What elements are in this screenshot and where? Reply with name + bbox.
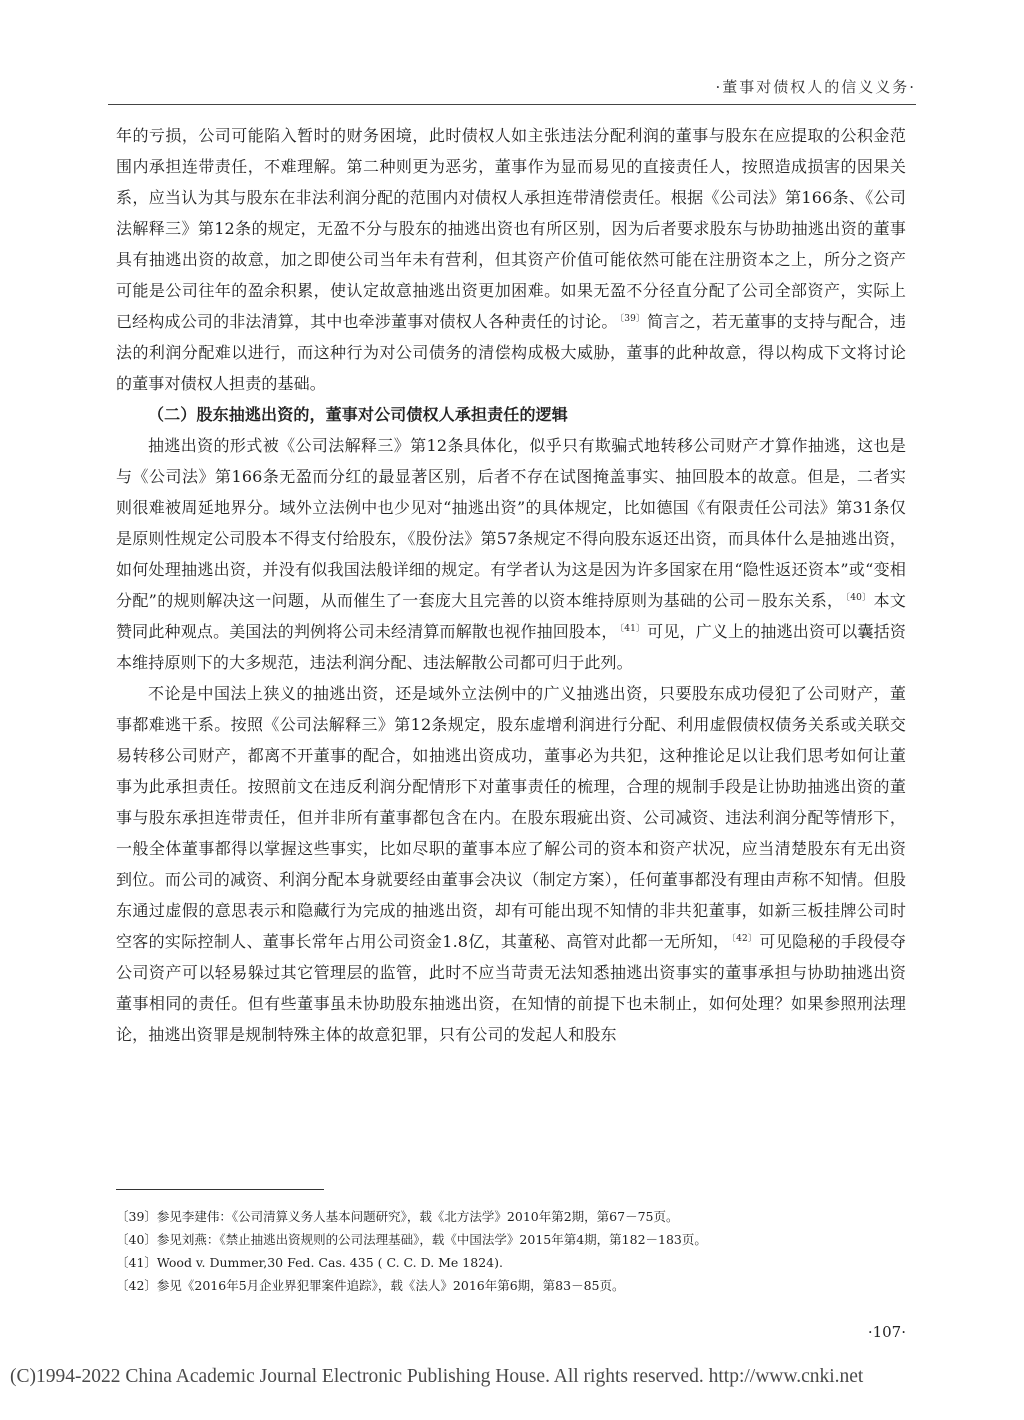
paragraph-text: 年的亏损，公司可能陷入暂时的财务困境，此时债权人如主张违法分配利润的董事与股东在应提取的公积金范围内承担连带责任，不难理解。第二种则更为恶劣，董事作为显而易见的直接责任人，按照造成损害的因果关系，应当认为其与股东在非法利润分配的范围内对债权人承担连带清偿责任。根据《公司法》第166条、《公司法解释三》第12条的规定，无盈不分与股东的抽逃出资也有所区别，因为后者要求股东与协助抽逃出资的董事具有抽逃出资的故意，加之即使公司当年未有营利，但其资产价值可能依然可能在注册资本之上，所分之资产可能是公司往年的盈余积累，使认定故意抽逃出资更加困难。如果无盈不分径直分配了公司全部资产，实际上已经构成公司的非法清算，其中也牵涉董事对债权人各种责任的讨论。: [116, 126, 906, 331]
body-paragraph: [116, 120, 906, 399]
footnote-item: 〔42〕参见《2016年5月企业界犯罪案件追踪》，载《法人》2016年第6期，第83－85页。: [116, 1278, 625, 1293]
paragraph-text: 抽逃出资的形式被《公司法解释三》第12条具体化，似乎只有欺骗式地转移公司财产才算作抽逃，这也是与《公司法》第166条无盈而分红的最显著区别，后者不存在试图掩盖事实、抽回股本的故意。但是，二者实则很难被周延地界分。域外立法例中也少见对“抽逃出资”的具体规定，比如德国《有限责任公司法》第31条仅是原则性规定公司股本不得支付给股东，《股份法》第57条规定不得向股东返还出资，而具体什么是抽逃出资，如何处理抽逃出资，并没有似我国法般详细的规定。有学者认为这是因为许多国家在用“隐性返还资本”或“变相分配”的规则解决这一问题，从而催生了一套庞大且完善的以资本维持原则为基础的公司－股东关系，: [116, 436, 906, 610]
paragraph-text: 可见隐秘的手段侵夺公司资产可以轻易躲过其它管理层的监管，此时不应当苛责无法知悉抽逃出资事实的董事承担与协助抽逃出资董事相同的责任。但有些董事虽未协助股东抽逃出资，在知情的前提下也未制止，如何处理？如果参照刑法理论，抽逃出资罪是规制特殊主体的故意犯罪，只有公司的发起人和股东: [116, 932, 906, 1044]
body-paragraph: [116, 430, 906, 678]
page-number: ·107·: [867, 1323, 906, 1341]
footnote-divider: [116, 1189, 324, 1190]
footnote-reference[interactable]: 〔41〕: [619, 624, 646, 634]
section-heading: （二）股东抽逃出资的，董事对公司债权人承担责任的逻辑: [148, 405, 568, 424]
paragraph-text: 可见，广义上的抽逃出资可以囊括资本维持原则下的大多规范，违法利润分配、违法解散公司都可归于此列。: [116, 622, 906, 672]
article-body: [116, 120, 906, 1050]
footnote-item: 〔41〕Wood v. Dummer,30 Fed. Cas. 435 ( C. C. D. Me 1824).: [116, 1255, 503, 1270]
footnote-reference[interactable]: 〔42〕: [731, 934, 758, 944]
footnotes: [116, 1205, 906, 1297]
body-paragraph: [116, 678, 906, 1050]
footnote-reference[interactable]: 〔40〕: [845, 593, 872, 603]
footnote-item: 〔39〕参见李建伟：《公司清算义务人基本问题研究》，载《北方法学》2010年第2期，第67－75页。: [116, 1209, 679, 1224]
footnote-item: 〔40〕参见刘燕：《禁止抽逃出资规则的公司法理基础》，载《中国法学》2015年第4期，第182－183页。: [116, 1232, 707, 1247]
footnote-reference[interactable]: 〔39〕: [619, 314, 646, 324]
running-head: ·董事对债权人的信义义务·: [715, 78, 916, 96]
paragraph-text: 简言之，若无董事的支持与配合，违法的利润分配难以进行，而这种行为对公司债务的清偿构成极大威胁，董事的此种故意，得以构成下文将讨论的董事对债权人担责的基础。: [116, 312, 906, 393]
copyright-notice: (C)1994-2022 China Academic Journal Electronic Publishing House. All rights reserved. http://www.cnki.net: [10, 1366, 864, 1387]
paragraph-text: 本文赞同此种观点。美国法的判例将公司未经清算而解散也视作抽回股本，: [116, 591, 906, 641]
header-divider: [108, 104, 916, 105]
paragraph-text: 不论是中国法上狭义的抽逃出资，还是域外立法例中的广义抽逃出资，只要股东成功侵犯了公司财产，董事都难逃干系。按照《公司法解释三》第12条规定，股东虚增利润进行分配、利用虚假债权债务关系或关联交易转移公司财产，都离不开董事的配合，如抽逃出资成功，董事必为共犯，这种推论足以让我们思考如何让董事为此承担责任。按照前文在违反利润分配情形下对董事责任的梳理，合理的规制手段是让协助抽逃出资的董事与股东承担连带责任，但并非所有董事都包含在内。在股东瑕疵出资、公司减资、违法利润分配等情形下，一般全体董事都得以掌握这些事实，比如尽职的董事本应了解公司的资本和资产状况，应当清楚股东有无出资到位。而公司的减资、利润分配本身就要经由董事会决议（制定方案），任何董事都没有理由声称不知情。但股东通过虚假的意思表示和隐藏行为完成的抽逃出资，却有可能出现不知情的非共犯董事，如新三板挂牌公司时空客的实际控制人、董事长常年占用公司资金1.8亿，其董秘、高管对此都一无所知，: [116, 684, 906, 951]
